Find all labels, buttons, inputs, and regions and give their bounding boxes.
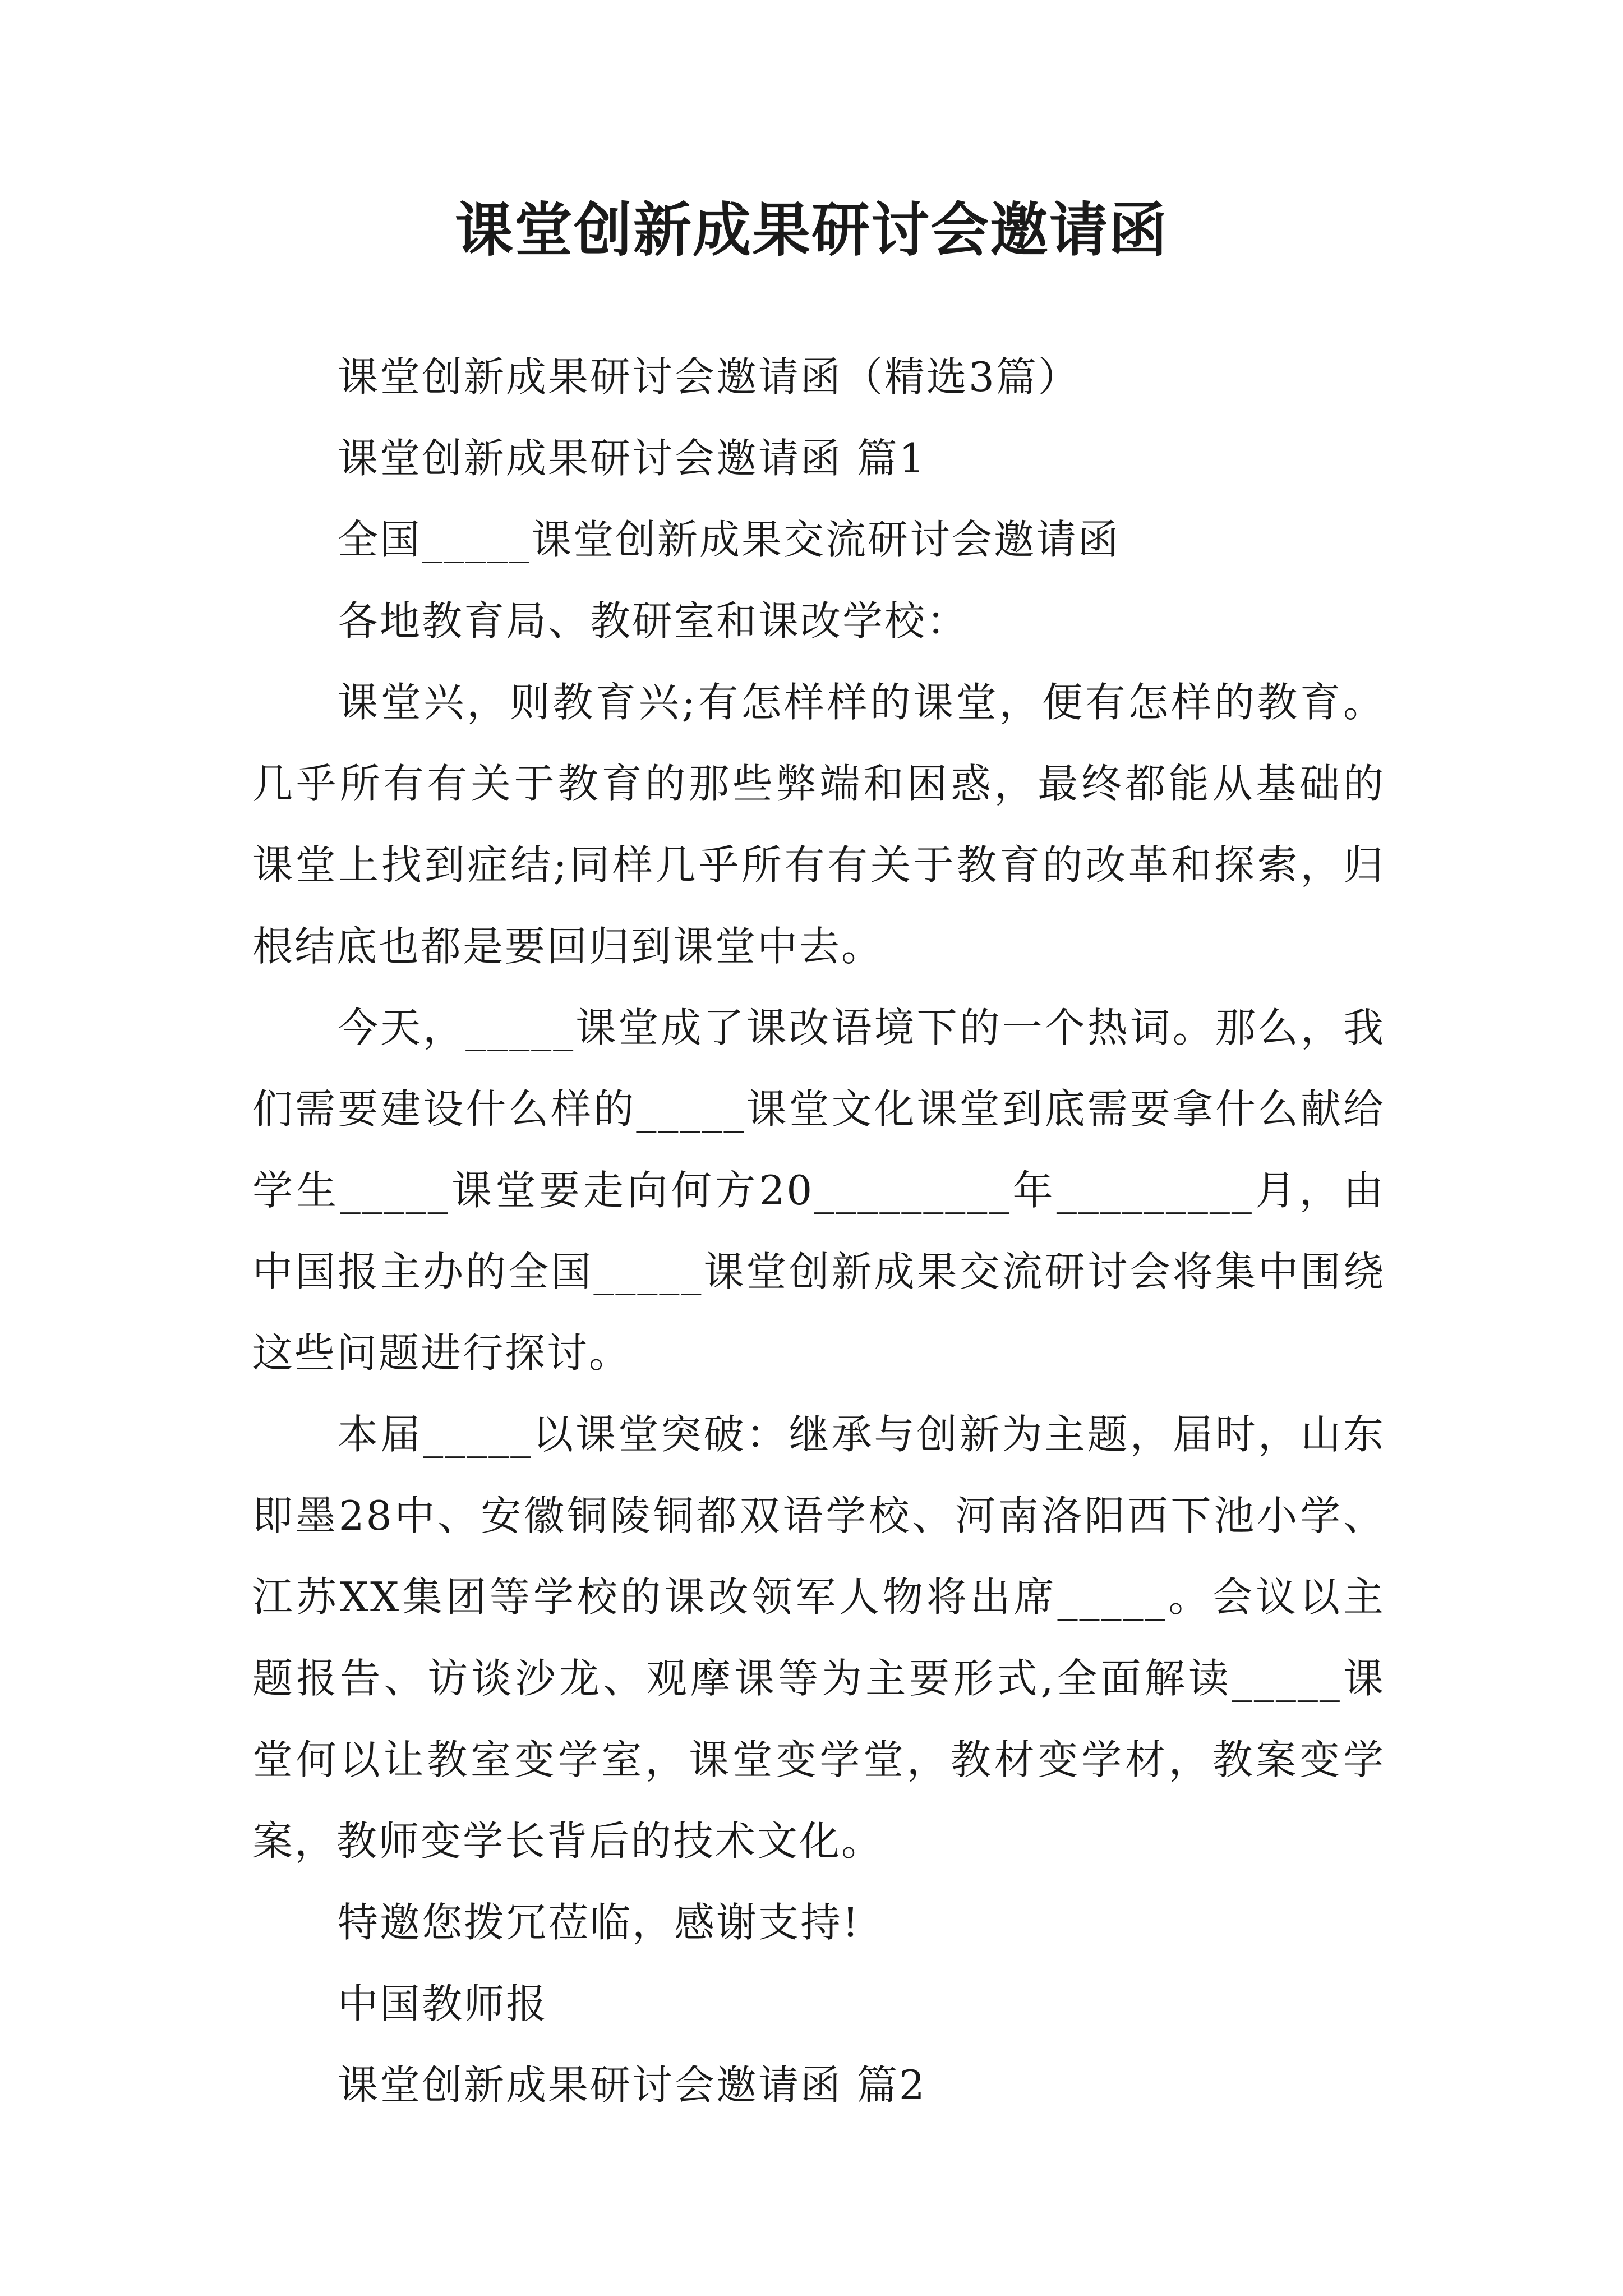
salutation: 各地教育局、教研室和课改学校： [338, 597, 969, 645]
closing-invitation: 特邀您拨冗莅临，感谢支持! [338, 1899, 860, 1946]
section-heading-1: 课堂创新成果研讨会邀请函 篇1 [338, 435, 926, 482]
section-heading-2: 课堂创新成果研讨会邀请函 篇2 [338, 2062, 926, 2109]
body-paragraph-1: 课堂兴，则教育兴;有怎样样的课堂，便有怎样的教育。几乎所有有关于教育的那些弊端和困惑，最终都能从基础的课堂上找到症结;同样几乎所有有关于教育的改革和探索，归根结底也都是要回归到课堂中去。 [252, 679, 1385, 970]
document-title: 课堂创新成果研讨会邀请函 [454, 195, 1168, 264]
signature: 中国教师报 [338, 1980, 548, 2027]
letter-heading: 全国_____课堂创新成果交流研讨会邀请函 [338, 516, 1121, 563]
document-body [252, 337, 1385, 2126]
body-paragraph-2: 今天，_____课堂成了课改语境下的一个热词。那么，我们需要建设什么样的_____课堂文化课堂到底需要拿什么献给学生_____课堂要走向何方20_________年_________月，由中国报主办的全国_____课堂创新成果交流研讨会将集中围绕这些问题进行探讨。 [252, 1004, 1385, 1377]
body-paragraph-3: 本届_____以课堂突破：继承与创新为主题，届时，山东即墨28中、安徽铜陵铜都双语学校、河南洛阳西下池小学、江苏XX集团等学校的课改领军人物将出席_____。会议以主题报告、访谈沙龙、观摩课等为主要形式,全面解读_____课堂何以让教室变学室，课堂变学堂，教材变学材，教案变学案，教师变学长背后的技术文化。 [252, 1411, 1385, 1865]
subtitle-paragraph: 课堂创新成果研讨会邀请函（精选3篇） [338, 353, 1080, 401]
